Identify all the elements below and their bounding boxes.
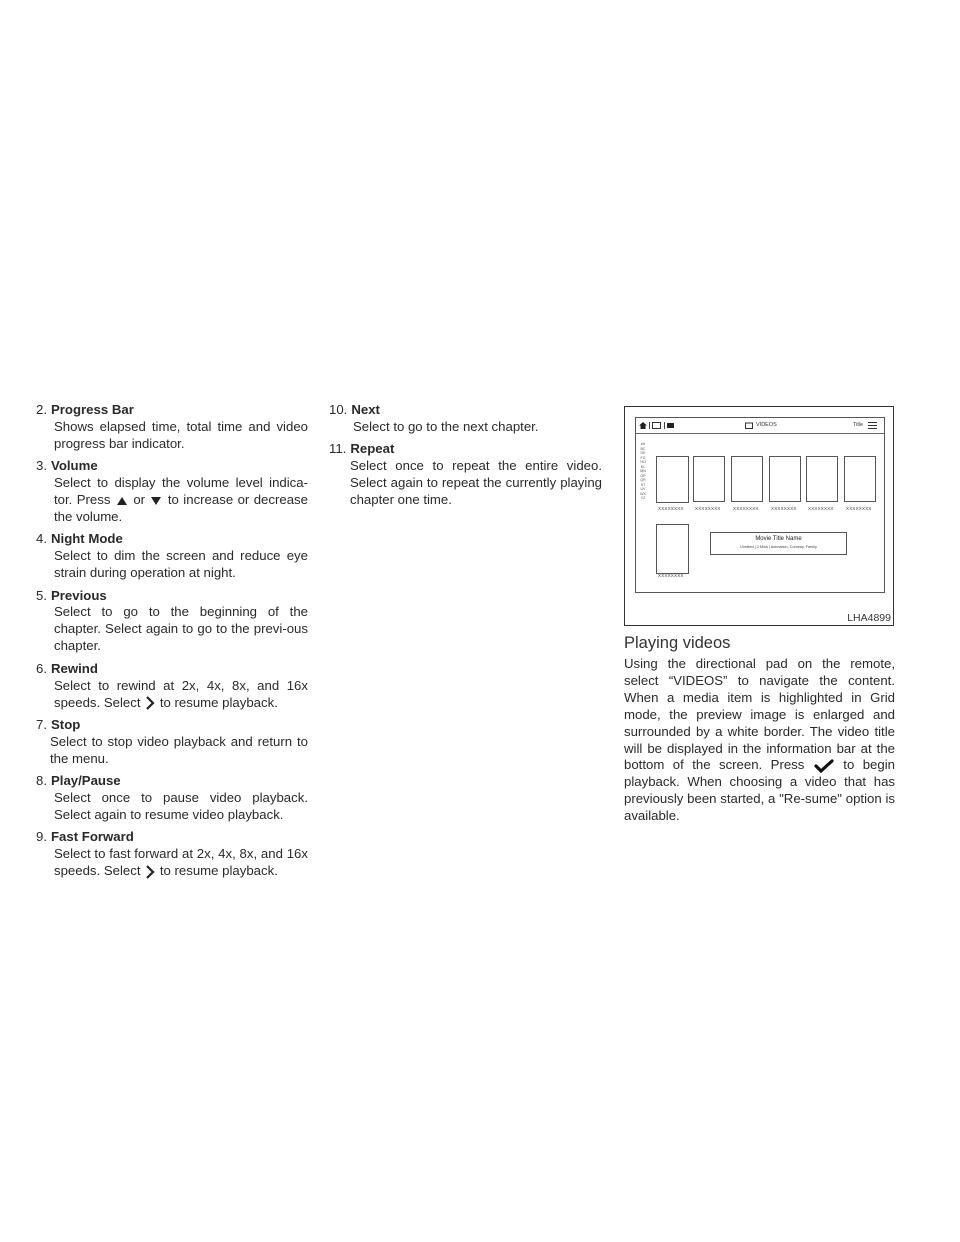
item-fast-forward — [36, 829, 308, 880]
item-description: Select to fast forward at 2x, 4x, 8x, and 16x speeds. Select to resume playback. — [54, 846, 308, 879]
item-title: Progress Bar — [51, 402, 134, 417]
alphabet-index: #ABCDEFGHIJKLMNOPQRSTUVWXYZ — [640, 442, 646, 500]
volume-up-icon — [115, 496, 129, 506]
chevron-right-icon — [144, 864, 156, 880]
item-number: 2. — [36, 402, 47, 417]
item-description: Select to go to the beginning of the chapter. Select again to go to the previ-ous chapter. — [54, 604, 308, 654]
video-thumbnail-label: XXXXXXXX — [658, 506, 684, 511]
item-play-pause — [36, 773, 308, 824]
sort-title-label: Title — [853, 422, 864, 428]
video-thumbnail-label: XXXXXXXX — [846, 506, 872, 511]
header-separator — [636, 433, 884, 434]
checkmark-icon — [813, 759, 835, 773]
videos-screen-figure — [624, 406, 894, 626]
info-movie-title: Movie Title Name — [755, 536, 802, 542]
chevron-right-icon — [144, 695, 156, 711]
item-volume — [36, 458, 308, 526]
header-divider — [649, 422, 650, 429]
item-stop — [36, 717, 308, 768]
item-title: Play/Pause — [51, 773, 121, 789]
section-title: Playing videos — [624, 634, 731, 652]
header-block-icon — [667, 423, 674, 428]
item-number: 4. — [36, 531, 47, 547]
item-rewind — [36, 661, 308, 712]
item-previous — [36, 588, 308, 656]
item-number: 11. — [329, 441, 347, 457]
videos-screen-illustration — [635, 417, 885, 593]
item-number: 8. — [36, 773, 47, 789]
video-thumbnail[interactable] — [769, 456, 801, 502]
item-title: Previous — [51, 587, 107, 603]
item-description: Shows elapsed time, total time and video progress bar indicator. — [54, 418, 308, 451]
item-number: 7. — [36, 716, 47, 732]
volume-down-icon — [149, 496, 163, 506]
instructions-column-1 — [36, 402, 308, 886]
item-title: Volume — [51, 458, 98, 474]
item-number: 10. — [329, 402, 348, 417]
item-description: Select to stop video playback and return to the menu. — [50, 733, 308, 766]
item-number: 6. — [36, 660, 47, 676]
item-title: Fast Forward — [51, 829, 134, 845]
video-thumbnail-label: XXXXXXXX — [695, 506, 721, 511]
item-description: Select to dim the screen and reduce eye strain during operation at night. — [54, 548, 308, 581]
item-night-mode — [36, 531, 308, 582]
video-thumbnail-label: XXXXXXXX — [658, 573, 684, 578]
item-progress-bar — [36, 402, 308, 453]
figure-code: LHA4899 — [847, 612, 891, 624]
home-icon — [639, 422, 647, 429]
item-number: 3. — [36, 458, 47, 474]
header-divider — [664, 422, 665, 429]
item-number: 5. — [36, 587, 47, 603]
info-movie-meta: Unrated | 2 Mins | Animation, Comedy, Family — [740, 545, 817, 549]
video-thumbnail[interactable] — [806, 456, 838, 502]
item-next — [329, 402, 602, 436]
instructions-column-2 — [329, 402, 602, 514]
item-description: Select once to pause video playback. Select again to resume video playback. — [54, 790, 308, 822]
item-description: Select once to repeat the entire video. Select again to repeat the currently playing chapter one time. — [350, 458, 602, 508]
section-body: Using the directional pad on the remote, select “VIDEOS” to navigate the content. When a media item is highlighted in Grid mode, the preview image is enlarged and surrounded by a white border. The video title will be displayed in the information bar at the bottom of the screen. Press to begin playback. When choosing a video that has previously been started, a "Re-sume" option is available. — [624, 656, 895, 824]
item-title: Repeat — [350, 441, 395, 457]
item-description: Select to go to the next chapter. — [353, 418, 539, 434]
menu-icon — [868, 422, 877, 429]
item-repeat — [329, 441, 602, 509]
video-thumbnail[interactable] — [844, 456, 876, 502]
video-thumbnail-selected[interactable] — [656, 524, 689, 574]
item-title: Next — [351, 402, 380, 417]
item-title: Rewind — [51, 660, 98, 676]
video-thumbnail[interactable] — [656, 456, 689, 503]
item-title: Night Mode — [51, 531, 123, 547]
item-number: 9. — [36, 829, 47, 845]
videos-header-label: VIDEOS — [756, 422, 777, 428]
item-title: Stop — [51, 716, 81, 732]
video-thumbnail-label: XXXXXXXX — [808, 506, 834, 511]
video-thumbnail-label: XXXXXXXX — [733, 506, 759, 511]
video-thumbnail[interactable] — [731, 456, 763, 502]
item-description: Select to display the volume level indica-tor. Press or to increase or decrease the volume. — [54, 475, 308, 524]
videos-tab-icon — [745, 422, 753, 429]
video-thumbnail-label: XXXXXXXX — [771, 506, 797, 511]
video-thumbnail[interactable] — [693, 456, 725, 502]
status-icon — [652, 422, 661, 429]
information-bar — [710, 532, 847, 555]
item-description: Select to rewind at 2x, 4x, 8x, and 16x speeds. Select to resume playback. — [54, 677, 308, 710]
